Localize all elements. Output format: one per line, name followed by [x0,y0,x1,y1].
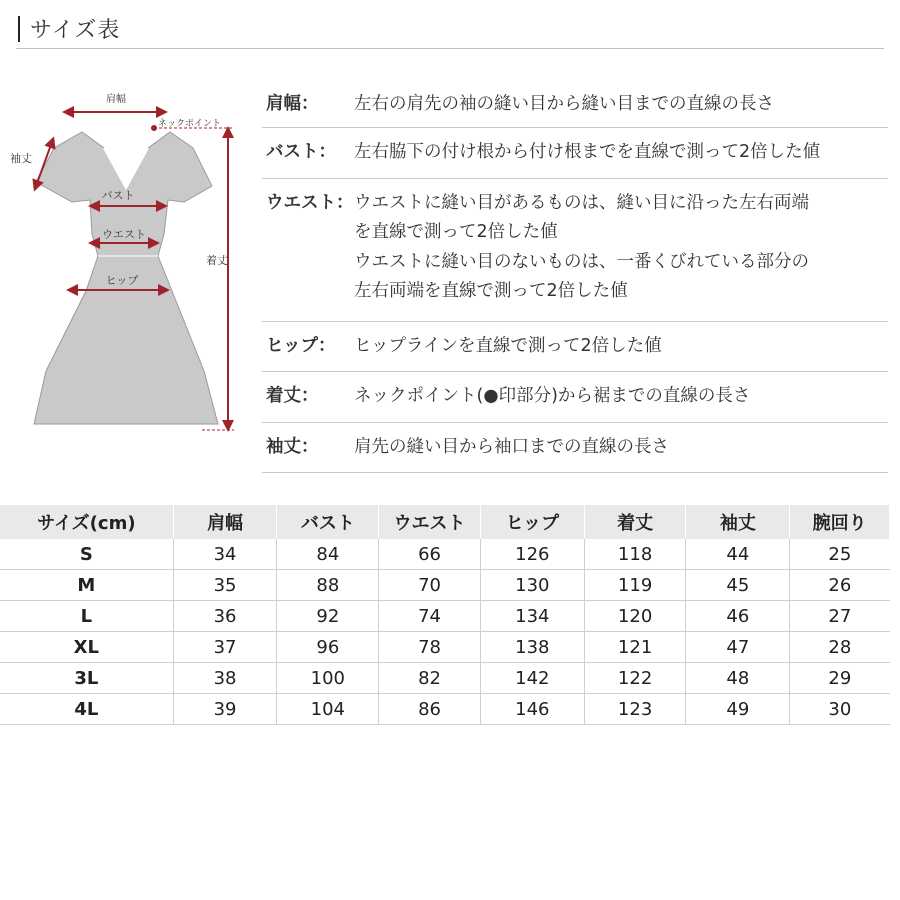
table-cell: 119 [584,570,686,601]
table-cell: 30 [790,694,890,725]
page-title: サイズ表 [30,18,121,43]
definition-term: 袖丈： [266,436,319,457]
table-row [0,601,890,632]
title-accent-bar [18,16,20,42]
table-cell: 118 [584,539,686,570]
table-cell: 138 [480,632,584,663]
definition-row [262,179,888,322]
definition-text: 左右の肩先の袖の縫い目から縫い目までの直線の長さ [354,94,774,114]
table-cell: 130 [480,570,584,601]
definition-term: 肩幅： [266,94,319,114]
table-cell: 39 [173,694,277,725]
table-row [0,663,890,694]
table-cell: 78 [379,632,481,663]
table-cell: 100 [277,663,379,694]
definition-text: 肩先の縫い目から袖口までの直線の長さ [354,436,669,457]
table-cell: 70 [379,570,481,601]
table-cell-size: 4L [0,694,173,725]
table-cell: 44 [686,539,790,570]
table-cell: 49 [686,694,790,725]
definition-term: ウエスト： [266,192,354,213]
column-header-bust: バスト [277,505,379,539]
definition-row [262,80,888,128]
table-cell: 121 [584,632,686,663]
table-cell-size: S [0,539,173,570]
definition-text: ウエストに縫い目のないものは、一番くびれている部分の [354,251,809,272]
hip-label: ヒップ [105,274,139,287]
definition-text: ウエストに縫い目があるものは、縫い目に沿った左右両端 [354,192,809,213]
shoulder-label: 肩幅 [106,94,126,105]
neck-point-label: ネックポイント [158,119,222,129]
table-header-row [0,505,890,539]
table-cell: 46 [686,601,790,632]
definition-row [262,423,888,474]
table-cell: 104 [277,694,379,725]
table-cell: 86 [379,694,481,725]
definition-row [262,128,888,179]
definition-text: ヒップラインを直線で測って2倍した値 [354,335,662,356]
table-cell: 29 [790,663,890,694]
table-cell-size: 3L [0,663,173,694]
table-cell: 26 [790,570,890,601]
table-cell: 96 [277,632,379,663]
definition-text: 左右両端を直線で測って2倍した値 [354,281,628,301]
table-cell: 37 [173,632,277,663]
table-row [0,632,890,663]
table-cell: 27 [790,601,890,632]
table-cell-size: L [0,601,173,632]
table-cell-size: M [0,570,173,601]
dress-illustration [6,86,250,438]
measurement-definitions [262,80,888,473]
table-cell: 134 [480,601,584,632]
table-cell: 84 [277,539,379,570]
size-table [0,505,890,725]
table-cell: 146 [480,694,584,725]
bust-label: バスト [101,189,135,202]
garment-diagram [6,86,250,438]
column-header-hip: ヒップ [480,505,584,539]
definition-term: バスト： [266,142,336,162]
table-row [0,570,890,601]
table-cell-size: XL [0,632,173,663]
table-cell: 66 [379,539,481,570]
column-header-length: 着丈 [584,505,686,539]
table-cell: 36 [173,601,277,632]
column-header-arm: 腕回り [790,505,890,539]
table-cell: 82 [379,663,481,694]
table-cell: 88 [277,570,379,601]
length-label: 着丈 [206,254,228,267]
column-header-size: サイズ(cm) [0,505,173,539]
table-cell: 48 [686,663,790,694]
table-cell: 74 [379,601,481,632]
title-bar [16,10,884,49]
definition-text: ネックポイント(●印部分)から裾までの直線の長さ [354,386,751,406]
table-row [0,694,890,725]
table-cell: 126 [480,539,584,570]
table-cell: 123 [584,694,686,725]
table-row [0,539,890,570]
column-header-waist: ウエスト [379,505,481,539]
table-cell: 45 [686,570,790,601]
table-cell: 120 [584,601,686,632]
column-header-shoulder: 肩幅 [173,505,277,539]
definition-text: 左右脇下の付け根から付け根までを直線で測って2倍した値 [354,142,821,162]
table-cell: 28 [790,632,890,663]
waist-label: ウエスト [102,228,146,241]
table-cell: 47 [686,632,790,663]
definition-row [262,372,888,423]
table-cell: 25 [790,539,890,570]
column-header-sleeve: 袖丈 [686,505,790,539]
definition-text: を直線で測って2倍した値 [354,222,558,242]
definition-term: ヒップ： [266,335,336,356]
sleeve-label: 袖丈 [10,152,32,165]
table-cell: 92 [277,601,379,632]
definition-row [262,322,888,373]
table-cell: 34 [173,539,277,570]
table-cell: 122 [584,663,686,694]
table-cell: 38 [173,663,277,694]
table-cell: 142 [480,663,584,694]
table-cell: 35 [173,570,277,601]
definition-term: 着丈： [266,386,319,406]
